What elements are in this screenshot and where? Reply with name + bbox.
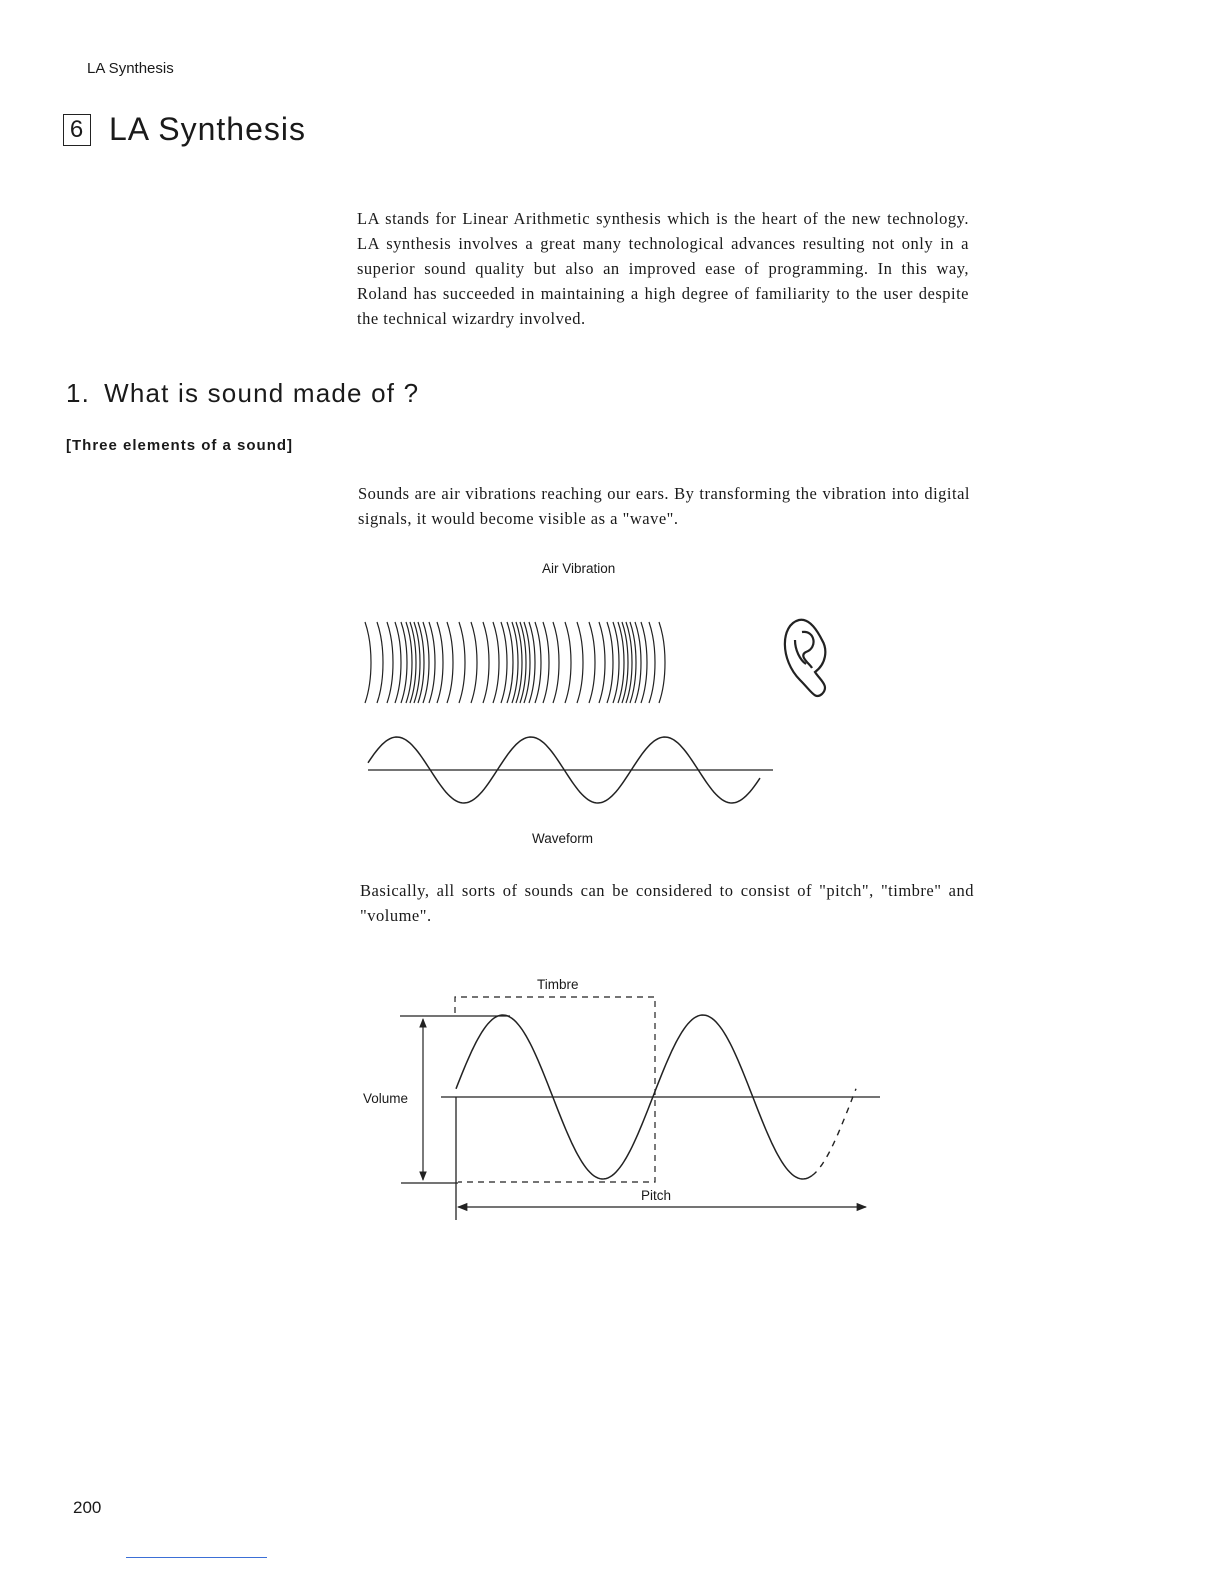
section-title: What is sound made of ? xyxy=(104,378,420,408)
page-number: 200 xyxy=(73,1498,102,1517)
running-head: LA Synthesis xyxy=(87,60,174,77)
volume-indicator xyxy=(400,1016,510,1183)
label-timbre: Timbre xyxy=(537,977,579,992)
subheading: [Three elements of a sound] xyxy=(66,437,294,454)
timbre-bracket xyxy=(455,997,655,1182)
label-air-vibration: Air Vibration xyxy=(542,561,616,576)
chapter-title-text: LA Synthesis xyxy=(109,111,306,147)
paragraph-three-elements: Basically, all sorts of sounds can be considered to consist of "pitch", "timbre" and "volume". xyxy=(360,881,974,925)
chapter-number-box: 6 xyxy=(63,114,91,146)
label-waveform: Waveform xyxy=(532,831,594,846)
label-pitch: Pitch xyxy=(641,1188,672,1203)
bottom-rule xyxy=(126,1557,267,1558)
section-number: 1. xyxy=(66,378,91,408)
sine-wave-continuation xyxy=(812,1089,856,1176)
label-volume: Volume xyxy=(363,1091,409,1106)
intro-paragraph: LA stands for Linear Arithmetic synthesis which is the heart of the new technology. LA synthesis involves a great many technological advances resulting not only in a superior sound quality but also an improved ease of programming. In this way, Roland has succeeded in maintaining a high degree of familiarity to the user despite the technical wizardry involved. xyxy=(357,209,969,328)
paragraph-air-vibrations: Sounds are air vibrations reaching our ears. By transforming the vibration into digital signals, it would become visible as a "wave". xyxy=(358,484,970,528)
